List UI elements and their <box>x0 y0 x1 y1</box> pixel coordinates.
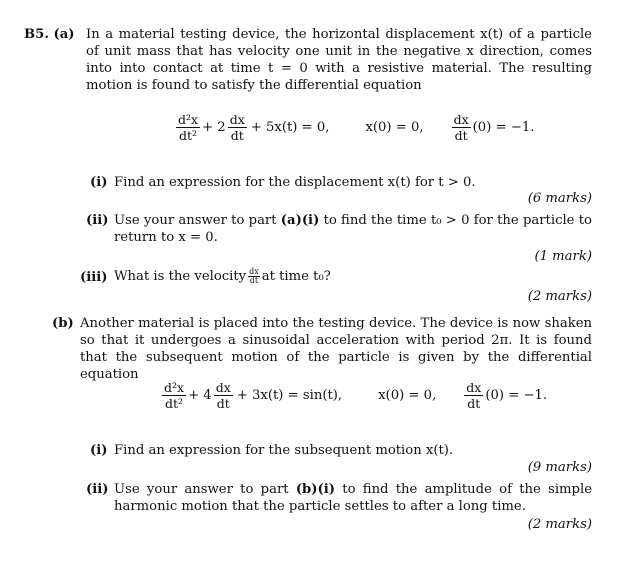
equation-a: $\frac{\text{d²x}}{\text{dt²}}$ + 2 $\frac{dx}{dt}$ + 5x(t) = 0, x(0) = 0, $\frac{dx}{dt}$ (0) = −1. <box>178 112 535 143</box>
part-b-i-label: (i) <box>90 443 108 458</box>
velocity-fraction: $\frac{dx}{dt}$ <box>249 267 259 285</box>
part-b-intro: Another material is placed into the testing device. The device is now shaken so that it undergoes a sinusoidal acceleration with period 2π. It is found that the subsequent motion of the particle is given by the differential equation <box>80 316 592 382</box>
part-a-i-text: Find an expression for the displacement x(t) for t > 0. <box>114 175 476 190</box>
part-b-ii-label: (ii) <box>86 482 109 497</box>
part-b-label: (b) <box>52 316 74 331</box>
part-a-intro: In a material testing device, the horizontal displacement x(t) of a particle of unit mass that has velocity one unit in the negative x direction, comes into into contact at time t = 0 with a resistive material. The resulting motion is found to satisfy the differential equation <box>86 27 592 93</box>
part-a-ii-label: (ii) <box>86 213 109 228</box>
equation-b-initial-velocity-frac: $\frac{dx}{dt}$ <box>466 380 482 411</box>
question-number: B5. (a) <box>24 27 75 42</box>
equation-a-initial-position: x(0) = 0, <box>365 120 424 135</box>
part-b-ii-marks: (2 marks) <box>527 517 592 532</box>
equation-a-initial-velocity-frac: $\frac{dx}{dt}$ <box>453 112 469 143</box>
part-b-i-text: Find an expression for the subsequent motion x(t). <box>114 443 454 458</box>
part-a-i-label: (i) <box>90 175 108 190</box>
part-a-ii-text: Use your answer to part (a)(i) to find the time t₀ > 0 for the particle to return to x = 0. <box>114 213 592 245</box>
equation-a-first-derivative: $\frac{dx}{dt}$ <box>229 112 245 143</box>
part-a-ii-marks: (1 mark) <box>534 249 592 264</box>
equation-b-first-derivative: $\frac{dx}{dt}$ <box>215 380 231 411</box>
equation-b-second-derivative: $\frac{\text{d²x}}{\text{dt²}}$ <box>164 380 185 411</box>
part-a-iii-text: What is the velocity $\frac{dx}{dt}$ at time t₀? <box>114 267 331 285</box>
part-a-iii-label: (iii) <box>80 270 108 285</box>
part-b-i-marks: (9 marks) <box>527 460 592 475</box>
part-a-i-marks: (6 marks) <box>527 191 592 206</box>
equation-b-initial-position: x(0) = 0, <box>378 388 437 403</box>
equation-b: $\frac{\text{d²x}}{\text{dt²}}$ + 4 $\frac{dx}{dt}$ + 3x(t) = sin(t), x(0) = 0, $\frac{dx}{dt}$ (0) = −1. <box>164 380 548 411</box>
equation-a-second-derivative: $\frac{\text{d²x}}{\text{dt²}}$ <box>178 112 199 143</box>
part-a-iii-marks: (2 marks) <box>527 289 592 304</box>
part-b-ii-text: Use your answer to part (b)(i) to find the amplitude of the simple harmonic motion that the particle settles to after a long time. <box>114 482 593 514</box>
